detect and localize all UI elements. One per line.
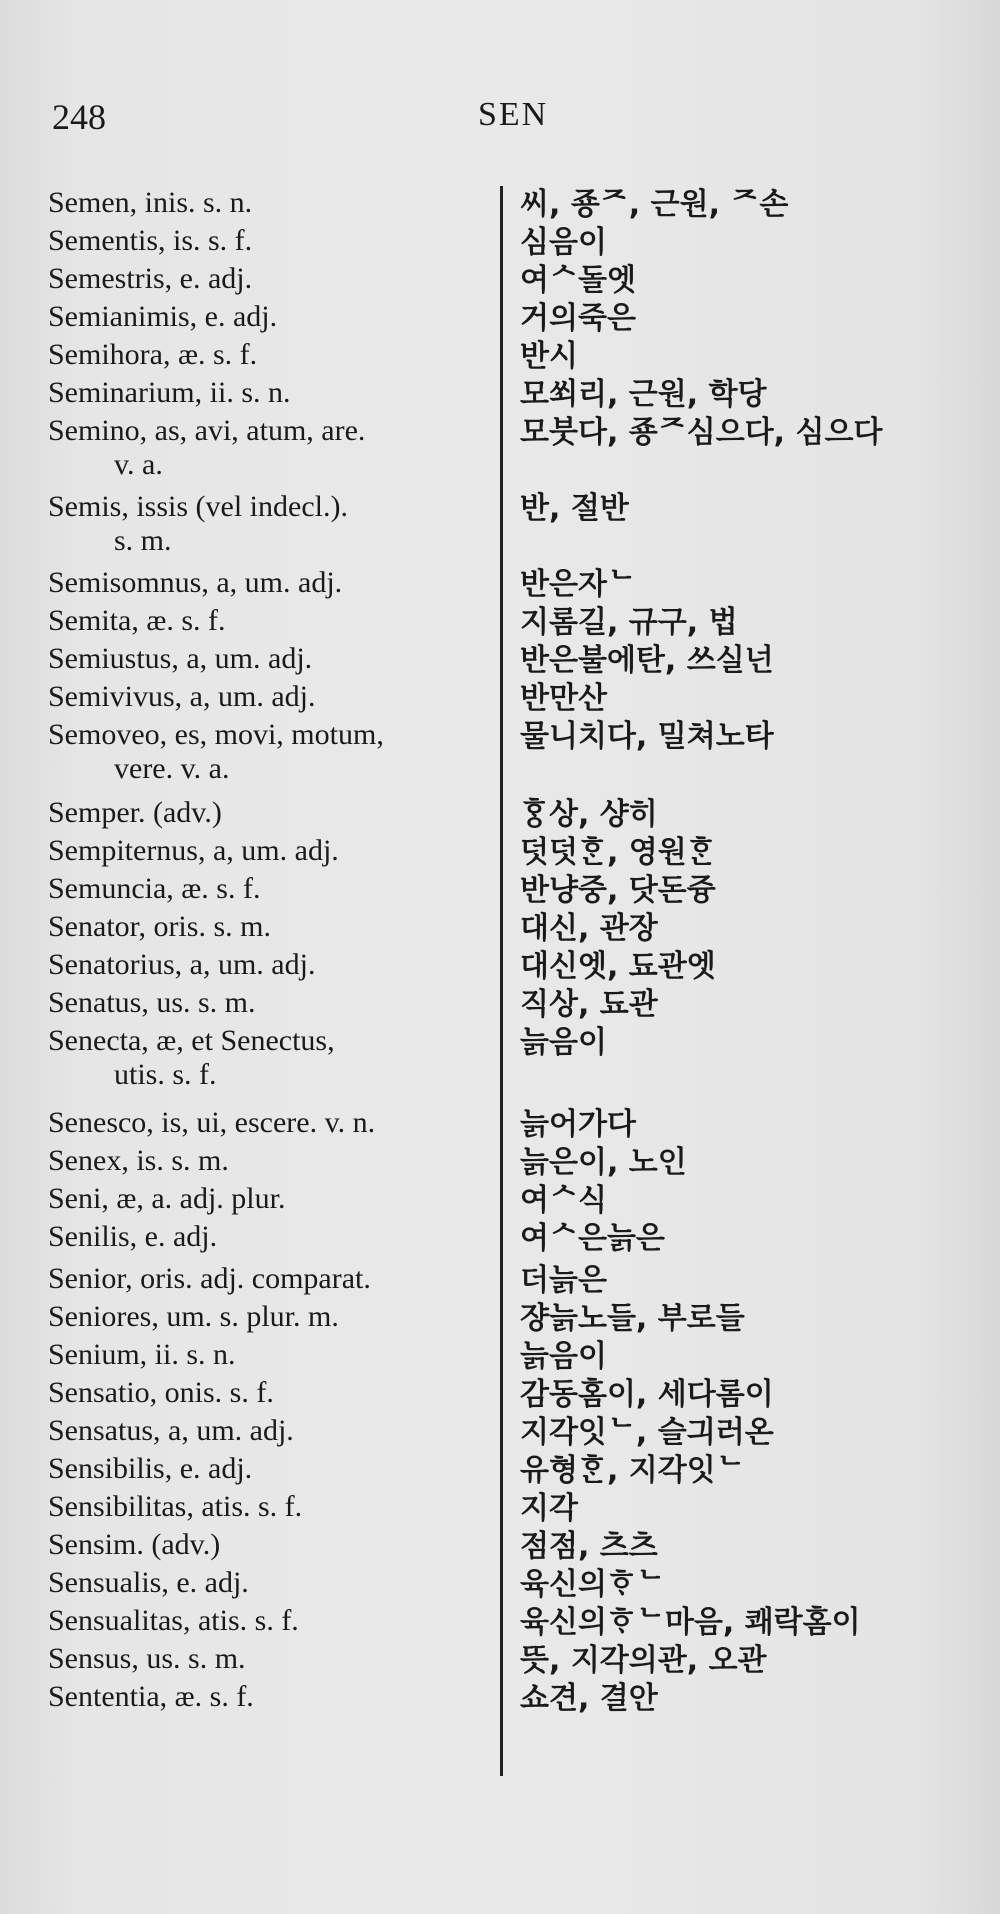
latin-headword: Seni, æ, a. adj. plur. [48, 1182, 286, 1215]
column-divider [500, 186, 503, 1776]
latin-headword: Senecta, æ, et Senectus, utis. s. f. [48, 1024, 480, 1092]
latin-headword: Semino, as, avi, atum, are. v. a. [48, 414, 480, 482]
latin-headword: Sensatio, onis. s. f. [48, 1376, 274, 1409]
latin-headword: Seniores, um. s. plur. m. [48, 1300, 339, 1333]
page-number: 248 [52, 97, 106, 137]
latin-headword: Seminarium, ii. s. n. [48, 376, 291, 409]
latin-headword-continuation: v. a. [114, 448, 163, 481]
korean-gloss: 늙어가다 [520, 1107, 636, 1142]
korean-gloss: 덧덧ᄒᆞᆫ, 영원ᄒᆞᆫ [520, 835, 716, 870]
latin-headword: Senatorius, a, um. adj. [48, 948, 316, 981]
page-header [0, 96, 1000, 142]
korean-gloss: 늙은이, 노인 [520, 1145, 687, 1180]
korean-gloss: 직상, 됴관 [520, 987, 658, 1022]
korean-gloss: 감동홈이, 세다롬이 [520, 1377, 774, 1412]
latin-headword: Sensus, us. s. m. [48, 1642, 246, 1675]
korean-gloss: 대신엣, 됴관엣 [520, 949, 716, 984]
latin-headword: Semuncia, æ. s. f. [48, 872, 261, 905]
latin-headword: Semen, inis. s. n. [48, 186, 253, 219]
korean-gloss: 더늙은 [520, 1263, 607, 1298]
latin-headword: Semisomnus, a, um. adj. [48, 566, 343, 599]
korean-gloss: 여ᄉ식 [520, 1183, 607, 1218]
latin-headword: Senium, ii. s. n. [48, 1338, 236, 1371]
latin-headword: Senior, oris. adj. comparat. [48, 1262, 371, 1295]
latin-headword: Sensibilitas, atis. s. f. [48, 1490, 303, 1523]
latin-headword: Semivivus, a, um. adj. [48, 680, 316, 713]
korean-gloss: ᄒᆞᆼ상, 샹히 [520, 797, 658, 832]
korean-gloss: 반만산 [520, 681, 607, 716]
latin-headword: Senilis, e. adj. [48, 1220, 218, 1253]
latin-headword: Sempiternus, a, um. adj. [48, 834, 339, 867]
running-head: SEN [478, 96, 549, 133]
korean-gloss: 반시 [520, 339, 578, 374]
korean-gloss: 늙음이 [520, 1339, 607, 1374]
korean-gloss: 여ᄉ돌엣 [520, 263, 636, 298]
latin-headword: Semihora, æ. s. f. [48, 338, 258, 371]
korean-gloss: 지각잇ᄂ, 슬긔러온 [520, 1415, 774, 1450]
latin-headword-continuation: vere. v. a. [114, 752, 230, 785]
latin-headword: Sementis, is. s. f. [48, 224, 253, 257]
korean-gloss: 쟝늙노들, 부로들 [520, 1301, 745, 1336]
latin-headword: Sensibilis, e. adj. [48, 1452, 253, 1485]
korean-gloss: 쇼견, 결안 [520, 1681, 658, 1716]
korean-gloss: 모쐬리, 근원, 학당 [520, 377, 767, 412]
korean-gloss: 거의죽은 [520, 301, 636, 336]
korean-gloss: 여ᄉ은늙은 [520, 1221, 665, 1256]
latin-headword-continuation: utis. s. f. [114, 1058, 217, 1091]
korean-gloss: 반냥중, 닷돈즁 [520, 873, 716, 908]
latin-headword: Sensatus, a, um. adj. [48, 1414, 294, 1447]
korean-gloss: 반은불에탄, 쓰실넌 [520, 643, 774, 678]
latin-headword: Senator, oris. s. m. [48, 910, 271, 943]
latin-headword-continuation: s. m. [114, 524, 172, 557]
korean-gloss: 모붓다, 죵ᄌ심으다, 심으다 [520, 415, 883, 450]
latin-headword: Senesco, is, ui, escere. v. n. [48, 1106, 376, 1139]
korean-gloss: 점점, 츠츠 [520, 1529, 658, 1564]
korean-gloss: 심음이 [520, 225, 607, 260]
latin-headword: Semper. (adv.) [48, 796, 222, 829]
latin-headword: Sensualis, e. adj. [48, 1566, 249, 1599]
korean-gloss: 반은자ᄂ [520, 567, 636, 602]
korean-gloss: 씨, 죵ᄌ, 근원, ᄌ손 [520, 187, 789, 222]
korean-gloss: 반, 절반 [520, 491, 629, 526]
latin-headword: Semianimis, e. adj. [48, 300, 278, 333]
latin-headword: Semoveo, es, movi, motum, vere. v. a. [48, 718, 480, 786]
latin-headword: Semestris, e. adj. [48, 262, 253, 295]
korean-gloss: 육신의ᄒᆞᄂ [520, 1567, 665, 1602]
latin-headword: Senex, is. s. m. [48, 1144, 229, 1177]
latin-headword: Sensualitas, atis. s. f. [48, 1604, 299, 1637]
latin-headword: Senatus, us. s. m. [48, 986, 256, 1019]
korean-gloss: 뜻, 지각의관, 오관 [520, 1643, 767, 1678]
latin-headword: Sensim. (adv.) [48, 1528, 221, 1561]
korean-gloss: 유형ᄒᆞᆫ, 지각잇ᄂ [520, 1453, 745, 1488]
korean-gloss: 물니치다, 밀쳐노타 [520, 719, 774, 754]
korean-gloss: 지각 [520, 1491, 578, 1526]
korean-gloss: 육신의ᄒᆞᄂ마음, 쾌락홈이 [520, 1605, 861, 1640]
latin-headword: Semiustus, a, um. adj. [48, 642, 313, 675]
latin-headword: Sententia, æ. s. f. [48, 1680, 254, 1713]
latin-headword: Semis, issis (vel indecl.). s. m. [48, 490, 480, 558]
korean-gloss: 지롬길, 규구, 법 [520, 605, 738, 640]
korean-gloss: 늙음이 [520, 1025, 607, 1060]
korean-gloss: 대신, 관장 [520, 911, 658, 946]
latin-headword: Semita, æ. s. f. [48, 604, 226, 637]
